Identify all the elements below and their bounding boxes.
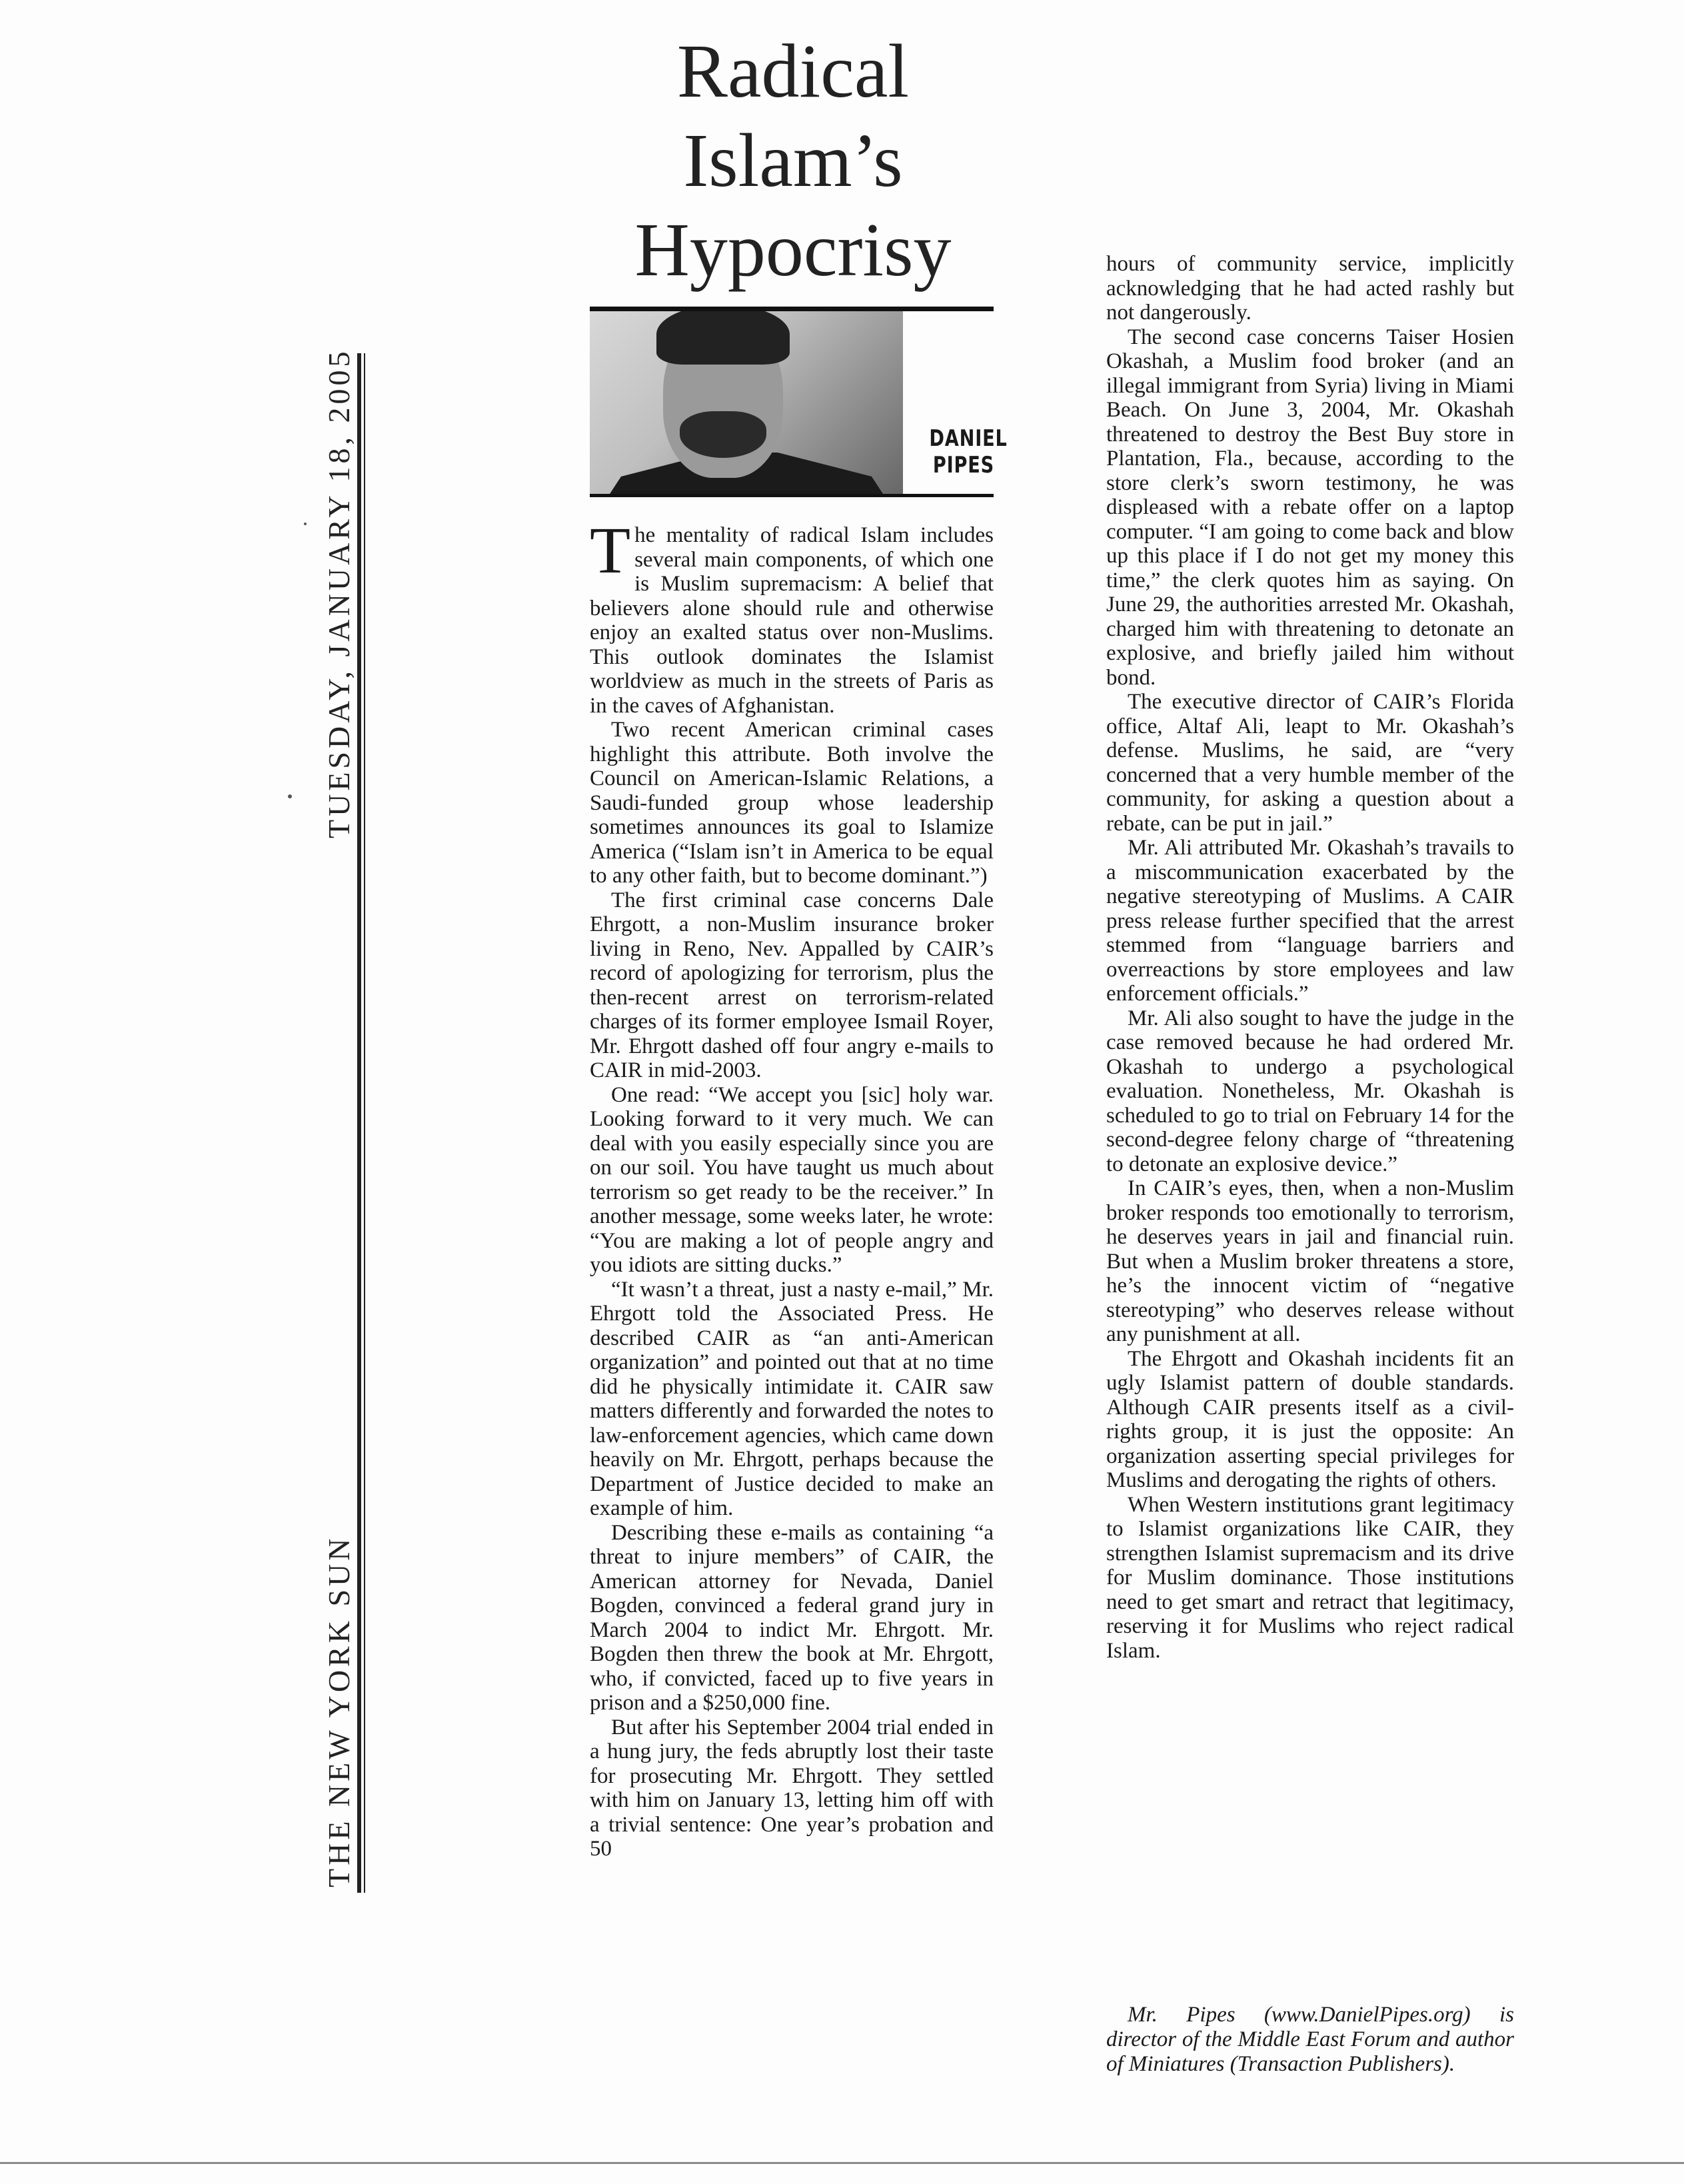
article-paragraph: “It wasn’t a threat, just a nasty e-mail,” Mr. Ehrgott told the Associated Press. He described CAIR as “an anti-American organization” and pointed out that at no time did he physically intimidate it. CAIR saw matters differently and forwarded the notes to law-enforcement agencies, which came down heavily on Mr. Ehrgott, perhaps because the Department of Justice decided to make an example of him. [590, 1277, 994, 1520]
article-paragraph: Mr. Ali also sought to have the judge in the case removed because he had ordered Mr. Okashah to undergo a psychological evaluation. Nonetheless, Mr. Okashah is scheduled to go to trial on February 14 for the second-degree felony charge of “threatening to detonate an explosive device.” [1106, 1006, 1514, 1176]
sidebar-rule [357, 353, 361, 1893]
author-photo [590, 311, 903, 497]
article-paragraph: The first criminal case concerns Dale Ehrgott, a non-Muslim insurance broker living in Reno, Nev. Appalled by CAIR’s record of apologizing for terrorism, plus the then-recent arrest on terrorism-related charges of its former employee Ismail Royer, Mr. Ehrgott dashed off four angry e-mails to CAIR in mid-2003. [590, 888, 994, 1082]
page-edge [0, 2162, 1684, 2164]
lead-paragraph-text: he mentality of radical Islam includes several main components, of which one is Muslim supremacism: A belief that believers alone should rule and otherwise enjoy an exalted status over non-Muslims. This outlook dominates the Islamist worldview as much in the streets of Paris as in the caves of Afghanistan. [590, 523, 994, 718]
sidebar-rule-thin [364, 353, 365, 1893]
headline-line: Radical [676, 29, 910, 113]
headline-line: Hypocrisy [634, 207, 952, 292]
author-byline [929, 425, 1008, 479]
author-bio-text: Mr. Pipes (www.DanielPipes.org) is director of the Middle East Forum and author of Miniatures (Transaction Publishers). [1106, 2003, 1514, 2076]
article-paragraph: Two recent American criminal cases highlight this attribute. Both involve the Council on American-Islamic Relations, a Saudi-funded group whose leadership sometimes announces its goal to Islamize America (“Islam isn’t in America to be equal to any other faith, but to become dominant.”) [590, 718, 994, 888]
publication-date: TUESDAY, JANUARY 18, 2005 [322, 348, 356, 838]
headline-line: Islam’s [683, 118, 903, 203]
article-paragraph: When Western institutions grant legitimacy to Islamist organizations like CAIR, they strengthen Islamist supremacism and its drive for Muslim dominance. Those institutions need to get smart and retract that legitimacy, reserving it for Muslims who reject radical Islam. [1106, 1492, 1514, 1663]
article-paragraph: The executive director of CAIR’s Florida office, Altaf Ali, leapt to Mr. Okashah’s defense. Muslims, he said, are “very concerned that a very humble member of the community, for asking a question about a rebate, can be put in jail.” [1106, 690, 1514, 836]
headline [586, 27, 1000, 295]
article-paragraph: One read: “We accept you [sic] holy war. Looking forward to it very much. We can deal with you easily especially since you are on our soil. You have taught us much about terrorism so get ready to be the receiver.” In another message, some weeks later, he wrote: “You are making a lot of people angry and you idiots are sitting ducks.” [590, 1082, 994, 1277]
article-paragraph: But after his September 2004 trial ended in a hung jury, the feds abruptly lost their taste for prosecuting Mr. Ehrgott. They settled with him on January 13, letting him off with a trivial sentence: One year’s probation and 50 [590, 1715, 994, 1861]
byline-rule [590, 494, 994, 497]
scan-speck [288, 794, 292, 798]
article-paragraph: The Ehrgott and Okashah incidents fit an ugly Islamist pattern of double standards. Although CAIR presents itself as a civil-rights group, it is just the opposite: An organization asserting special privileges for Muslims and derogating the rights of others. [1106, 1346, 1514, 1492]
article-paragraph [590, 513, 994, 718]
headline-rule [590, 307, 994, 311]
article-paragraph: In CAIR’s eyes, then, when a non-Muslim broker responds too emotionally to terrorism, he deserves years in jail and financial ruin. But when a Muslim broker threatens a store, he’s the innocent victim of “negative stereotyping” who deserves release without any punishment at all. [1106, 1176, 1514, 1346]
article-paragraph: Mr. Ali attributed Mr. Okashah’s travails to a miscommunication exacerbated by the negative stereotyping of Muslims. A CAIR press release further specified that the arrest stemmed from “language barriers and overreactions by store employees and law enforcement officials.” [1106, 836, 1514, 1006]
article-paragraph: Describing these e-mails as containing “a threat to injure members” of CAIR, the American attorney for Nevada, Daniel Bogden, convinced a federal grand jury in March 2004 to indict Mr. Ehrgott. Mr. Bogden then threw the book at Mr. Ehrgott, who, if convicted, faced up to five years in prison and a $250,000 fine. [590, 1520, 994, 1715]
newspaper-name: THE NEW YORK SUN [322, 1535, 356, 1887]
article-column-1 [590, 513, 994, 1861]
author-last-name: PIPES [932, 452, 994, 479]
drop-cap: T [590, 513, 631, 587]
author-bio [1106, 2003, 1514, 2077]
article-paragraph-continued: hours of community service, implicitly acknowledging that he had acted rashly but not dangerously. [1106, 252, 1514, 325]
author-first-name: DANIEL [929, 425, 1008, 452]
article-paragraph: The second case concerns Taiser Hosien Okashah, a Muslim food broker (and an illegal immigrant from Syria) living in Miami Beach. On June 3, 2004, Mr. Okashah threatened to destroy the Best Buy store in Plantation, Fla., because, according to the store clerk’s sworn testimony, he was displeased with a rebate offer on a laptop computer. “I am going to come back and blow up this place if I do not get my money this time,” the clerk quotes him as saying. On June 29, the authorities arrested Mr. Okashah, charged him with threatening to detonate an explosive, and briefly jailed him without bond. [1106, 325, 1514, 690]
scan-speck [304, 523, 307, 525]
article-column-2 [1106, 252, 1514, 1663]
